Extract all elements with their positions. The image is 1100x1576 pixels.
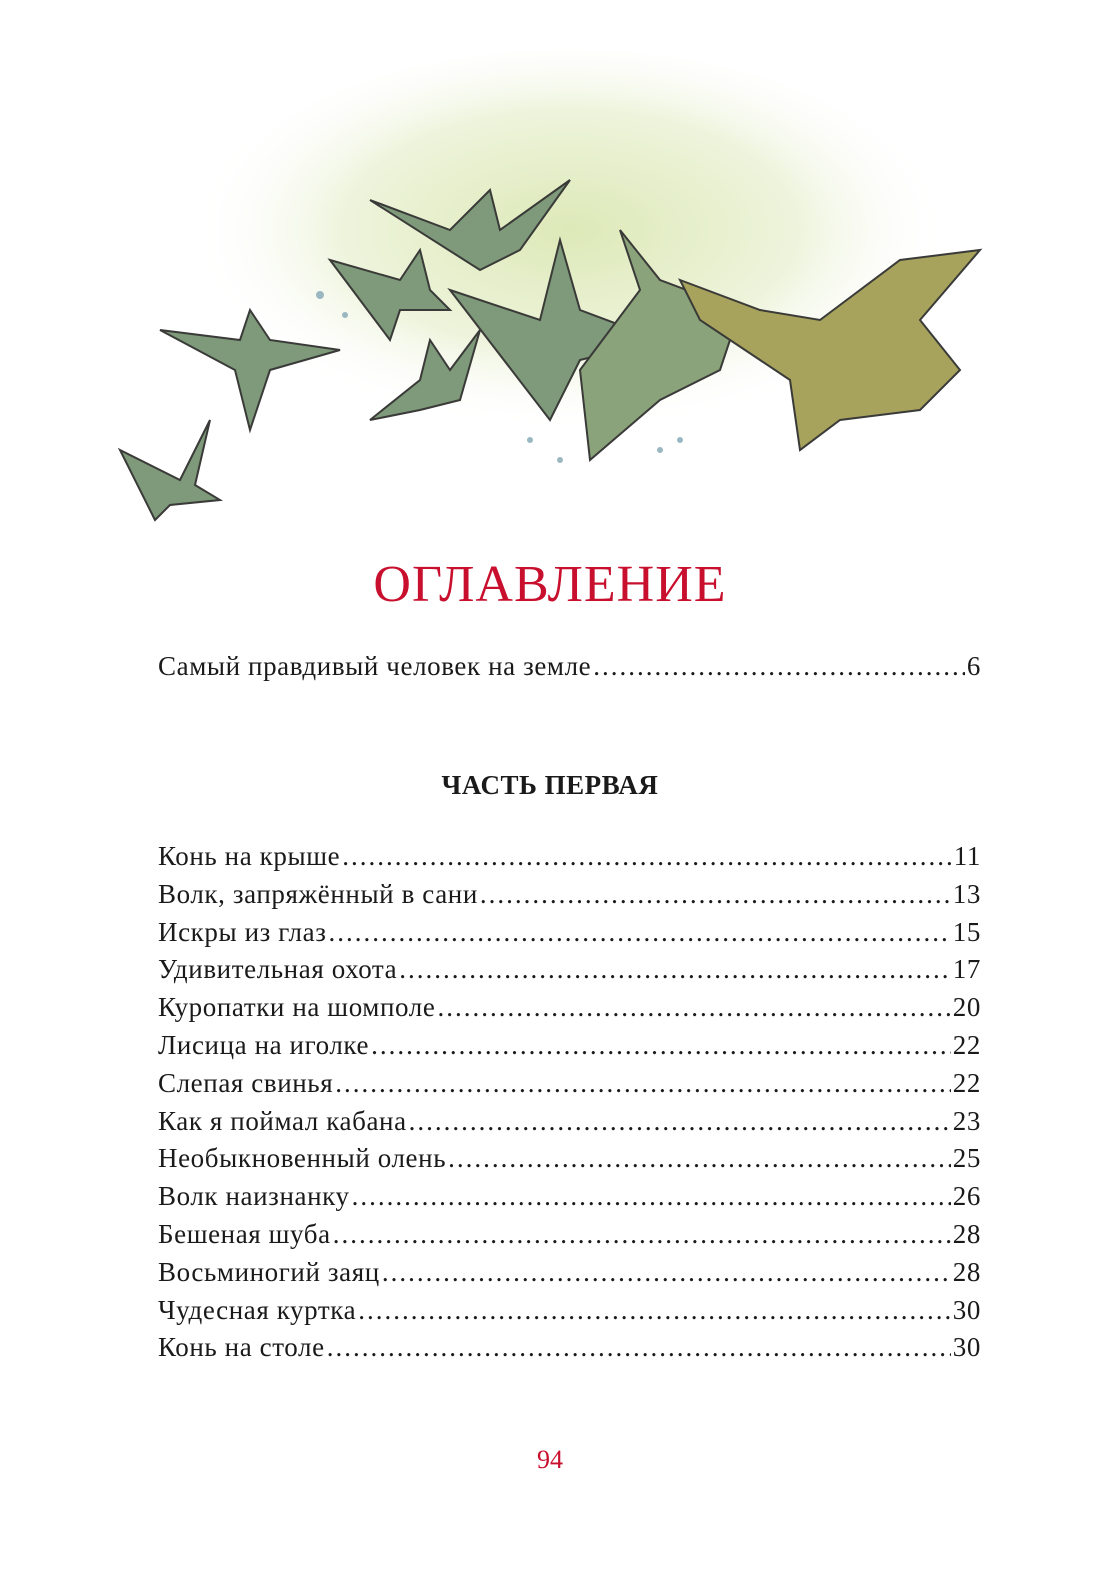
entry-title: Конь на столе [158, 1332, 325, 1363]
toc-entry [158, 1254, 981, 1292]
dot-leader [480, 876, 951, 914]
toc-entry [158, 989, 981, 1027]
part-heading: ЧАСТЬ ПЕРВАЯ [441, 770, 659, 800]
flying-ducks-illustration [100, 40, 1020, 540]
toc-entry [158, 838, 981, 876]
entry-page: 22 [952, 1029, 981, 1060]
dot-leader [327, 1329, 951, 1367]
page-number: 94 [537, 1445, 563, 1474]
toc-entry [158, 876, 981, 914]
toc-entry [158, 1216, 981, 1254]
toc-entry [158, 1329, 981, 1367]
dot-leader [593, 648, 965, 686]
entry-page: 30 [952, 1294, 981, 1325]
entry-title: Слепая свинья [158, 1067, 334, 1098]
entry-title: Чудесная куртка [158, 1294, 357, 1325]
entry-title: Волк, запряжённый в сани [158, 878, 478, 909]
toc-entry [158, 1178, 981, 1216]
toc-entry [158, 914, 981, 952]
entry-title: Бешеная шуба [158, 1218, 331, 1249]
dot-leader [437, 989, 950, 1027]
toc-entry [158, 1103, 981, 1141]
page-title: ОГЛАВЛЕНИЕ [373, 556, 727, 613]
dot-leader [335, 1065, 951, 1103]
dot-leader [371, 1027, 951, 1065]
toc-entry [158, 648, 981, 686]
toc-entry [158, 1292, 981, 1330]
toc-list [158, 838, 981, 1367]
entry-page: 13 [952, 878, 981, 909]
entry-title: Лисица на иголке [158, 1029, 370, 1060]
entry-page: 15 [952, 916, 981, 947]
entry-title: Волк наизнанку [158, 1181, 350, 1212]
entry-page: 30 [952, 1332, 981, 1363]
entry-title: Удивительная охота [158, 954, 398, 985]
dot-leader [382, 1254, 951, 1292]
entry-title: Восьминогий заяц [158, 1256, 380, 1287]
intro-entry [158, 648, 981, 686]
dot-leader [328, 914, 950, 952]
entry-page: 17 [952, 954, 981, 985]
toc-entry [158, 951, 981, 989]
entry-title: Как я поймал кабана [158, 1105, 407, 1136]
entry-title: Необыкновенный олень [158, 1143, 447, 1174]
dot-leader [399, 951, 951, 989]
entry-page: 22 [952, 1067, 981, 1098]
entry-title: Искры из глаз [158, 916, 327, 947]
dot-leader [333, 1216, 951, 1254]
dot-leader [358, 1292, 951, 1330]
entry-page: 11 [953, 841, 981, 871]
entry-page: 28 [952, 1256, 981, 1287]
toc-entry [158, 1140, 981, 1178]
toc-entry [158, 1065, 981, 1103]
dot-leader [342, 838, 952, 876]
entry-title: Конь на крыше [158, 841, 341, 871]
entry-page: 25 [952, 1143, 981, 1174]
entry-page: 6 [966, 651, 981, 681]
dot-leader [448, 1140, 951, 1178]
entry-page: 20 [952, 992, 981, 1023]
dot-leader [409, 1103, 951, 1141]
entry-page: 28 [952, 1218, 981, 1249]
entry-page: 23 [952, 1105, 981, 1136]
toc-entry [158, 1027, 981, 1065]
entry-title: Куропатки на шомполе [158, 992, 436, 1023]
entry-title: Самый правдивый человек на земле [158, 651, 592, 681]
entry-page: 26 [952, 1181, 981, 1212]
dot-leader [352, 1178, 951, 1216]
